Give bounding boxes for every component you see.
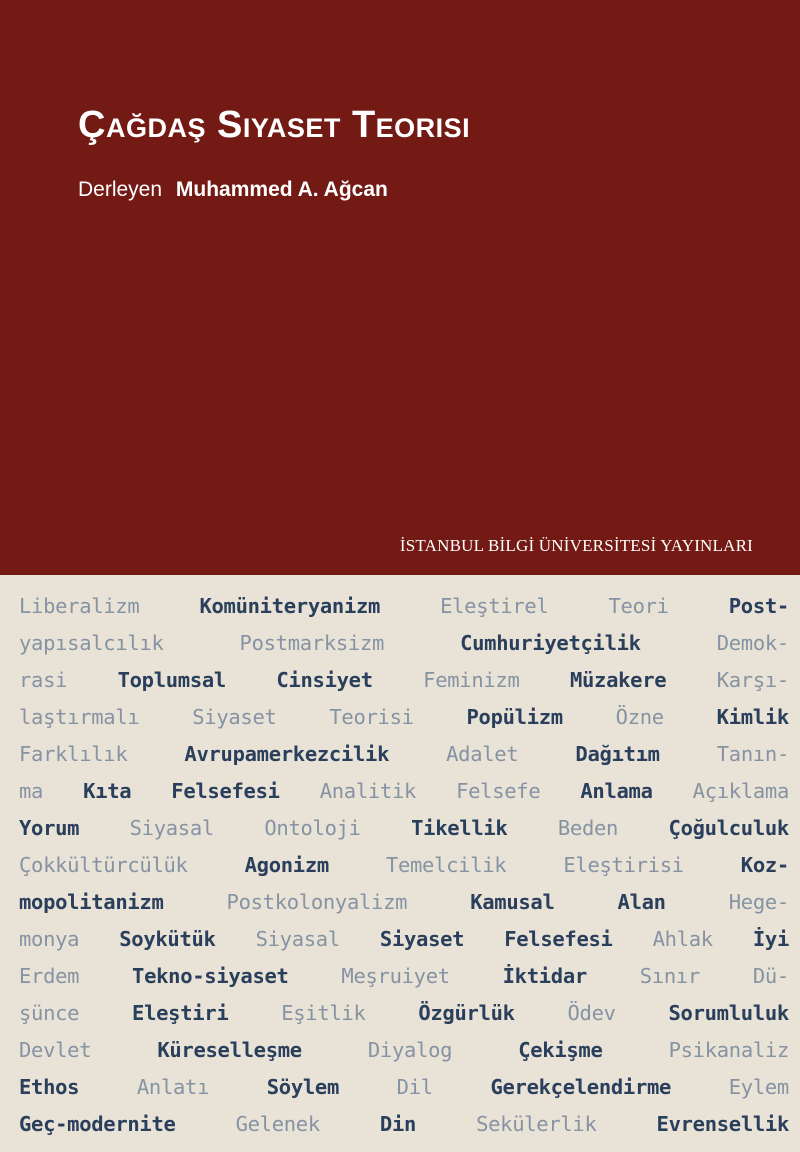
keyword: yapısalcılık bbox=[19, 631, 164, 655]
keyword-line bbox=[19, 995, 789, 1032]
keyword-line bbox=[19, 736, 789, 773]
keyword: ma bbox=[19, 779, 44, 803]
editor-role: Derleyen bbox=[78, 178, 163, 201]
keyword: Söylem bbox=[266, 1075, 340, 1099]
keyword: Tekno-siyaset bbox=[132, 964, 289, 988]
keyword: Tanın- bbox=[716, 742, 789, 766]
keyword: Temelcilik bbox=[385, 853, 507, 877]
keyword: Ödev bbox=[567, 1001, 616, 1025]
editor-name: Muhammed A. Ağcan bbox=[175, 178, 388, 201]
keyword: Sınır bbox=[639, 964, 700, 988]
keyword: Erdem bbox=[19, 964, 80, 988]
keyword: laştırmalı bbox=[19, 705, 140, 729]
keyword: Eleştiri bbox=[132, 1001, 229, 1025]
keyword: Anlatı bbox=[136, 1075, 210, 1099]
keyword: Demok- bbox=[716, 631, 789, 655]
keyword: Beden bbox=[557, 816, 619, 840]
keyword: Siyasal bbox=[129, 816, 214, 840]
keyword: Evrensellik bbox=[656, 1112, 789, 1136]
publisher-name: İSTANBUL BİLGİ ÜNİVERSİTESİ YAYINLARI bbox=[399, 536, 753, 555]
keyword: Avrupamerkezcilik bbox=[184, 742, 390, 766]
keyword: monya bbox=[19, 927, 80, 951]
keyword: Siyaset bbox=[192, 705, 277, 729]
keyword-line bbox=[19, 810, 789, 847]
keyword: Eylem bbox=[728, 1075, 789, 1099]
keyword: Siyaset bbox=[379, 927, 465, 951]
keyword: Alan bbox=[617, 890, 666, 914]
keyword: Gelenek bbox=[235, 1112, 320, 1136]
keyword: Cinsiyet bbox=[276, 668, 373, 692]
keyword: Postkolonyalizm bbox=[226, 890, 408, 914]
keyword: Ahlak bbox=[652, 927, 713, 951]
keyword: İyi bbox=[752, 927, 789, 951]
keyword: Felsefesi bbox=[504, 927, 613, 951]
keyword-line bbox=[19, 1106, 789, 1143]
keyword-line bbox=[19, 1032, 789, 1069]
keyword: Cumhuriyetçilik bbox=[460, 631, 641, 655]
keyword: Postmarksizm bbox=[239, 631, 385, 655]
keyword: Diyalog bbox=[367, 1038, 453, 1062]
keyword: Geç-modernite bbox=[19, 1112, 176, 1136]
keyword: Küreselleşme bbox=[157, 1038, 302, 1062]
keyword: Ethos bbox=[19, 1075, 80, 1099]
keyword: Din bbox=[379, 1112, 417, 1136]
keyword: Toplumsal bbox=[117, 668, 226, 692]
keyword: şünce bbox=[19, 1001, 80, 1025]
keyword-line bbox=[19, 625, 789, 662]
keyword: Gerekçelendirme bbox=[490, 1075, 672, 1099]
keyword: Eşitlik bbox=[281, 1001, 366, 1025]
keyword: Hege- bbox=[728, 890, 789, 914]
keyword-line bbox=[19, 847, 789, 884]
keyword: Psikanaliz bbox=[668, 1038, 789, 1062]
keyword: Sekülerlik bbox=[476, 1112, 597, 1136]
editor-line bbox=[78, 178, 388, 202]
keyword: Teorisi bbox=[329, 705, 414, 729]
keyword: Eleştirisi bbox=[563, 853, 684, 877]
keyword: Kıta bbox=[83, 779, 132, 803]
book-title: Çağdaş Siyaset Teorisi bbox=[78, 104, 471, 146]
keyword-line bbox=[19, 884, 789, 921]
keyword-line bbox=[19, 588, 789, 625]
keyword: Agonizm bbox=[244, 853, 329, 877]
keyword-text-block bbox=[19, 588, 789, 1143]
keyword: İktidar bbox=[502, 964, 587, 988]
keyword-line bbox=[19, 662, 789, 699]
keyword-line bbox=[19, 773, 789, 810]
keyword: Anlama bbox=[580, 779, 653, 803]
keyword-line bbox=[19, 958, 789, 995]
keyword: Komüniteryanizm bbox=[199, 594, 381, 618]
keyword: Teori bbox=[608, 594, 669, 618]
keyword: Farklılık bbox=[19, 742, 128, 766]
keyword-line bbox=[19, 1069, 789, 1106]
keyword: Çoğulculuk bbox=[668, 816, 789, 840]
keyword: Koz- bbox=[740, 853, 789, 877]
keyword: Felsefesi bbox=[171, 779, 280, 803]
keyword: Adalet bbox=[446, 742, 519, 766]
keyword: Karşı- bbox=[716, 668, 789, 692]
keyword: Feminizm bbox=[423, 668, 520, 692]
keyword: Analitik bbox=[319, 779, 417, 803]
keyword: Müzakere bbox=[569, 668, 667, 692]
keyword-line bbox=[19, 699, 789, 736]
keyword: Çokkültürcülük bbox=[19, 853, 188, 877]
keyword: Siyasal bbox=[255, 927, 340, 951]
keyword: Kamusal bbox=[470, 890, 555, 914]
keyword: Özgürlük bbox=[418, 1001, 515, 1025]
keyword: Soykütük bbox=[119, 927, 216, 951]
keyword: Devlet bbox=[19, 1038, 92, 1062]
keyword: Dil bbox=[396, 1075, 433, 1099]
keyword: Çekişme bbox=[518, 1038, 603, 1062]
keyword: mopolitanizm bbox=[19, 890, 164, 914]
keyword: Dü- bbox=[752, 964, 789, 988]
keyword: Liberalizm bbox=[19, 594, 140, 618]
keyword: Dağıtım bbox=[575, 742, 660, 766]
keyword: Özne bbox=[615, 705, 664, 729]
keyword: Sorumluluk bbox=[668, 1001, 789, 1025]
keyword: Eleştirel bbox=[440, 594, 549, 618]
keyword-line bbox=[19, 921, 789, 958]
keyword: rasi bbox=[19, 668, 68, 692]
cover-top-panel bbox=[0, 0, 800, 575]
keyword: Tikellik bbox=[411, 816, 508, 840]
keyword: Ontoloji bbox=[264, 816, 361, 840]
keyword: Popülizm bbox=[466, 705, 563, 729]
keyword: Kimlik bbox=[716, 705, 789, 729]
keyword: Yorum bbox=[19, 816, 80, 840]
keyword: Meşruiyet bbox=[341, 964, 450, 988]
keyword: Açıklama bbox=[692, 779, 789, 803]
keyword: Felsefe bbox=[456, 779, 541, 803]
keyword: Post- bbox=[728, 594, 789, 618]
